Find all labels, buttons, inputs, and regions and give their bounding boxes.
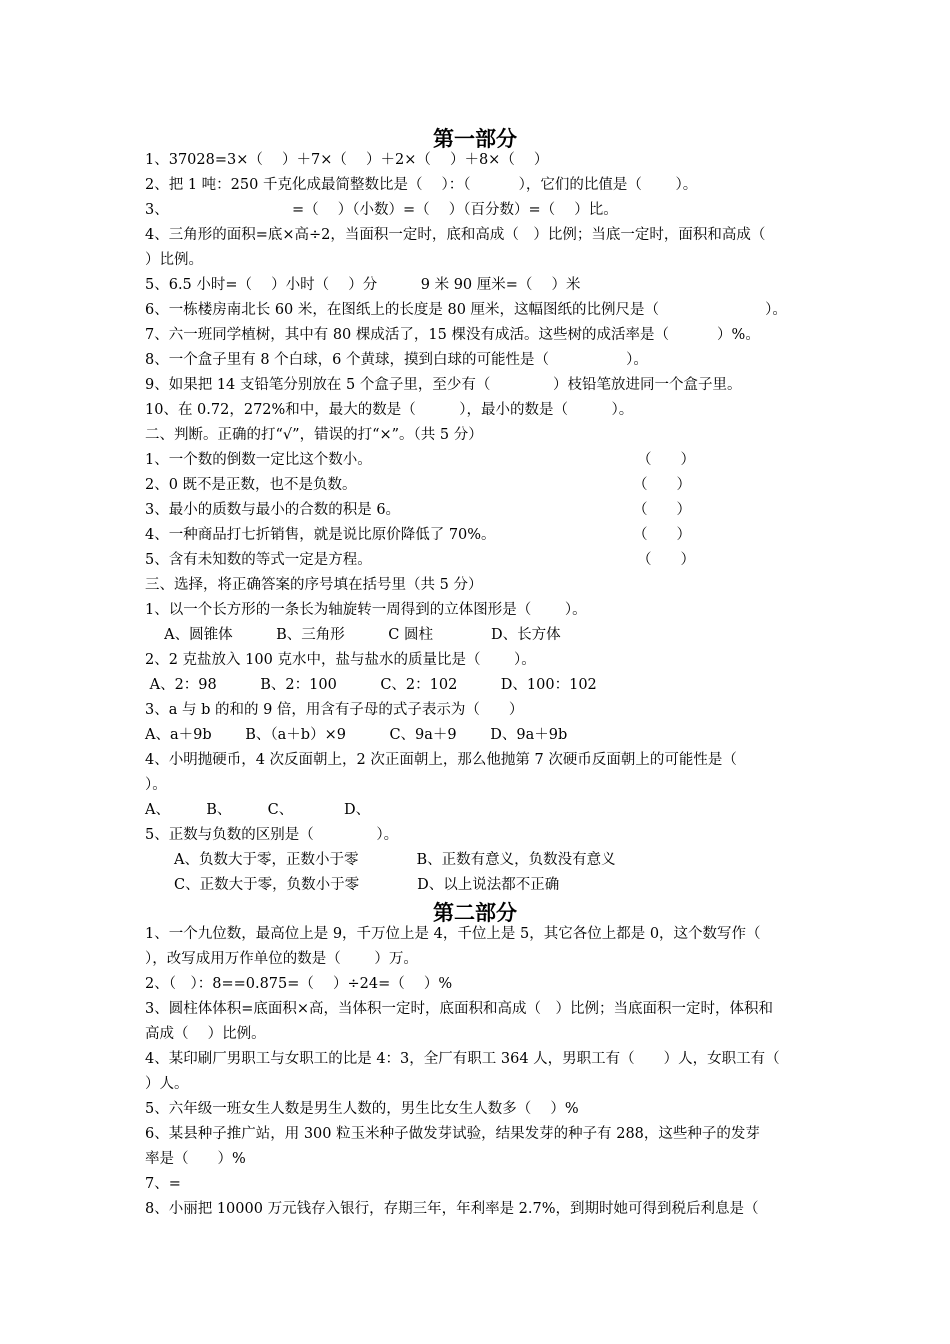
- section-judge-heading: 二、判断。正确的打“√”，错误的打“×”。（共 5 分）: [145, 427, 483, 443]
- p1-line-6: 6、一栋楼房南北长 60 米，在图纸上的长度是 80 厘米，这幅图纸的比例尺是（ ）。: [145, 302, 787, 318]
- p1-line-9: 9、如果把 14 支铅笔分别放在 5 个盒子里，至少有（ ）枝铅笔放进同一个盒子里。: [145, 377, 742, 393]
- p2-line-3b: 高成（ ）比例。: [145, 1026, 266, 1042]
- choice-q3-options: A、a＋9b B、（a＋b）×9 C、9a＋9 D、9a＋9b: [145, 727, 568, 743]
- part1-title: 第一部分: [433, 126, 517, 151]
- p2-line-4b: ）人。: [145, 1076, 189, 1092]
- p1-line-7: 7、六一班同学植树，其中有 80 棵成活了，15 棵没有成活。这些树的成活率是（ ）%。: [145, 327, 760, 343]
- choice-q5: 5、正数与负数的区别是（ ）。: [145, 827, 399, 843]
- p1-line-3: 3、 =（ ）（小数）=（ ）（百分数）=（ ）比。: [145, 202, 618, 218]
- choice-q2: 2、2 克盐放入 100 克水中，盐与盐水的质量比是（ ）。: [145, 652, 536, 668]
- choice-q5-options-cd: C、正数大于零，负数小于零 D、以上说法都不正确: [145, 877, 560, 893]
- p1-line-4: 4、三角形的面积=底×高÷2，当面积一定时，底和高成（ ）比例；当底一定时，面积和高成（: [145, 227, 766, 243]
- p2-line-6: 6、某县种子推广站，用 300 粒玉米种子做发芽试验，结果发芽的种子有 288，这些种子的发芽: [145, 1126, 760, 1142]
- choice-q4-options: A、 B、 C、 D、: [145, 802, 371, 818]
- p2-line-2: 2、（ ）：8==0.875=（ ）÷24=（ ）%: [145, 976, 453, 992]
- p1-line-1: 1、37028=3×（ ）＋7×（ ）＋2×（ ）＋8×（ ）: [145, 152, 549, 168]
- choice-q5-options-ab: A、负数大于零，正数小于零 B、正数有意义，负数没有意义: [145, 852, 616, 868]
- judge-item-4: 4、一种商品打七折销售，就是说比原价降低了 70%。: [145, 527, 496, 543]
- p2-line-3: 3、圆柱体体积=底面积×高，当体积一定时，底面积和高成（ ）比例；当底面积一定时，体积和: [145, 1001, 774, 1017]
- judge-item-5: 5、含有未知数的等式一定是方程。: [145, 552, 372, 568]
- p1-line-5: 5、6.5 小时=（ ）小时（ ）分 9 米 90 厘米=（ ）米: [145, 277, 581, 293]
- choice-q4-cont: ）。: [145, 777, 167, 793]
- judge-mark-4: （ ）: [633, 527, 691, 543]
- part2-title: 第二部分: [433, 900, 517, 925]
- choice-q1-options: A、圆锥体 B、三角形 C 圆柱 D、长方体: [145, 627, 561, 643]
- judge-item-3: 3、最小的质数与最小的合数的积是 6。: [145, 502, 401, 518]
- choice-q3: 3、a 与 b 的和的 9 倍，用含有子母的式子表示为（ ）: [145, 702, 524, 718]
- p2-line-1b: ），改写成用万作单位的数是（ ）万。: [145, 951, 418, 967]
- p2-line-1: 1、一个九位数，最高位上是 9，千万位上是 4，千位上是 5，其它各位上都是 0，这个数写作（: [145, 926, 761, 942]
- judge-mark-5: （ ）: [637, 552, 695, 568]
- p1-line-2: 2、把 1 吨：250 千克化成最简整数比是（ ）：（ ），它们的比值是（ ）。: [145, 177, 698, 193]
- p2-line-7: 7、=: [145, 1176, 181, 1192]
- choice-q2-options: A、2：98 B、2：100 C、2：102 D、100：102: [145, 677, 597, 693]
- p2-line-8: 8、小丽把 10000 万元钱存入银行，存期三年，年利率是 2.7%，到期时她可得到税后利息是（: [145, 1201, 759, 1217]
- p1-line-10: 10、在 0.72，272%和中，最大的数是（ ），最小的数是（ ）。: [145, 402, 634, 418]
- choice-q4: 4、小明抛硬币，4 次反面朝上，2 次正面朝上，那么他抛第 7 次硬币反面朝上的可能性是（: [145, 752, 737, 768]
- judge-mark-2: （ ）: [633, 477, 691, 493]
- p1-line-8: 8、一个盒子里有 8 个白球，6 个黄球，摸到白球的可能性是（ ）。: [145, 352, 648, 368]
- p1-line-4b: ）比例。: [145, 252, 203, 268]
- p2-line-5: 5、六年级一班女生人数是男生人数的，男生比女生人数多（ ）%: [145, 1101, 579, 1117]
- p2-line-4: 4、某印刷厂男职工与女职工的比是 4：3，全厂有职工 364 人，男职工有（ ）人，女职工有（: [145, 1051, 780, 1067]
- judge-item-1: 1、一个数的倒数一定比这个数小。: [145, 452, 372, 468]
- section-choice-heading: 三、选择，将正确答案的序号填在括号里（共 5 分）: [145, 577, 483, 593]
- choice-q1: 1、以一个长方形的一条长为轴旋转一周得到的立体图形是（ ）。: [145, 602, 587, 618]
- judge-mark-3: （ ）: [633, 502, 691, 518]
- p2-line-6b: 率是（ ）%: [145, 1151, 246, 1167]
- judge-item-2: 2、0 既不是正数，也不是负数。: [145, 477, 357, 493]
- judge-mark-1: （ ）: [637, 452, 695, 468]
